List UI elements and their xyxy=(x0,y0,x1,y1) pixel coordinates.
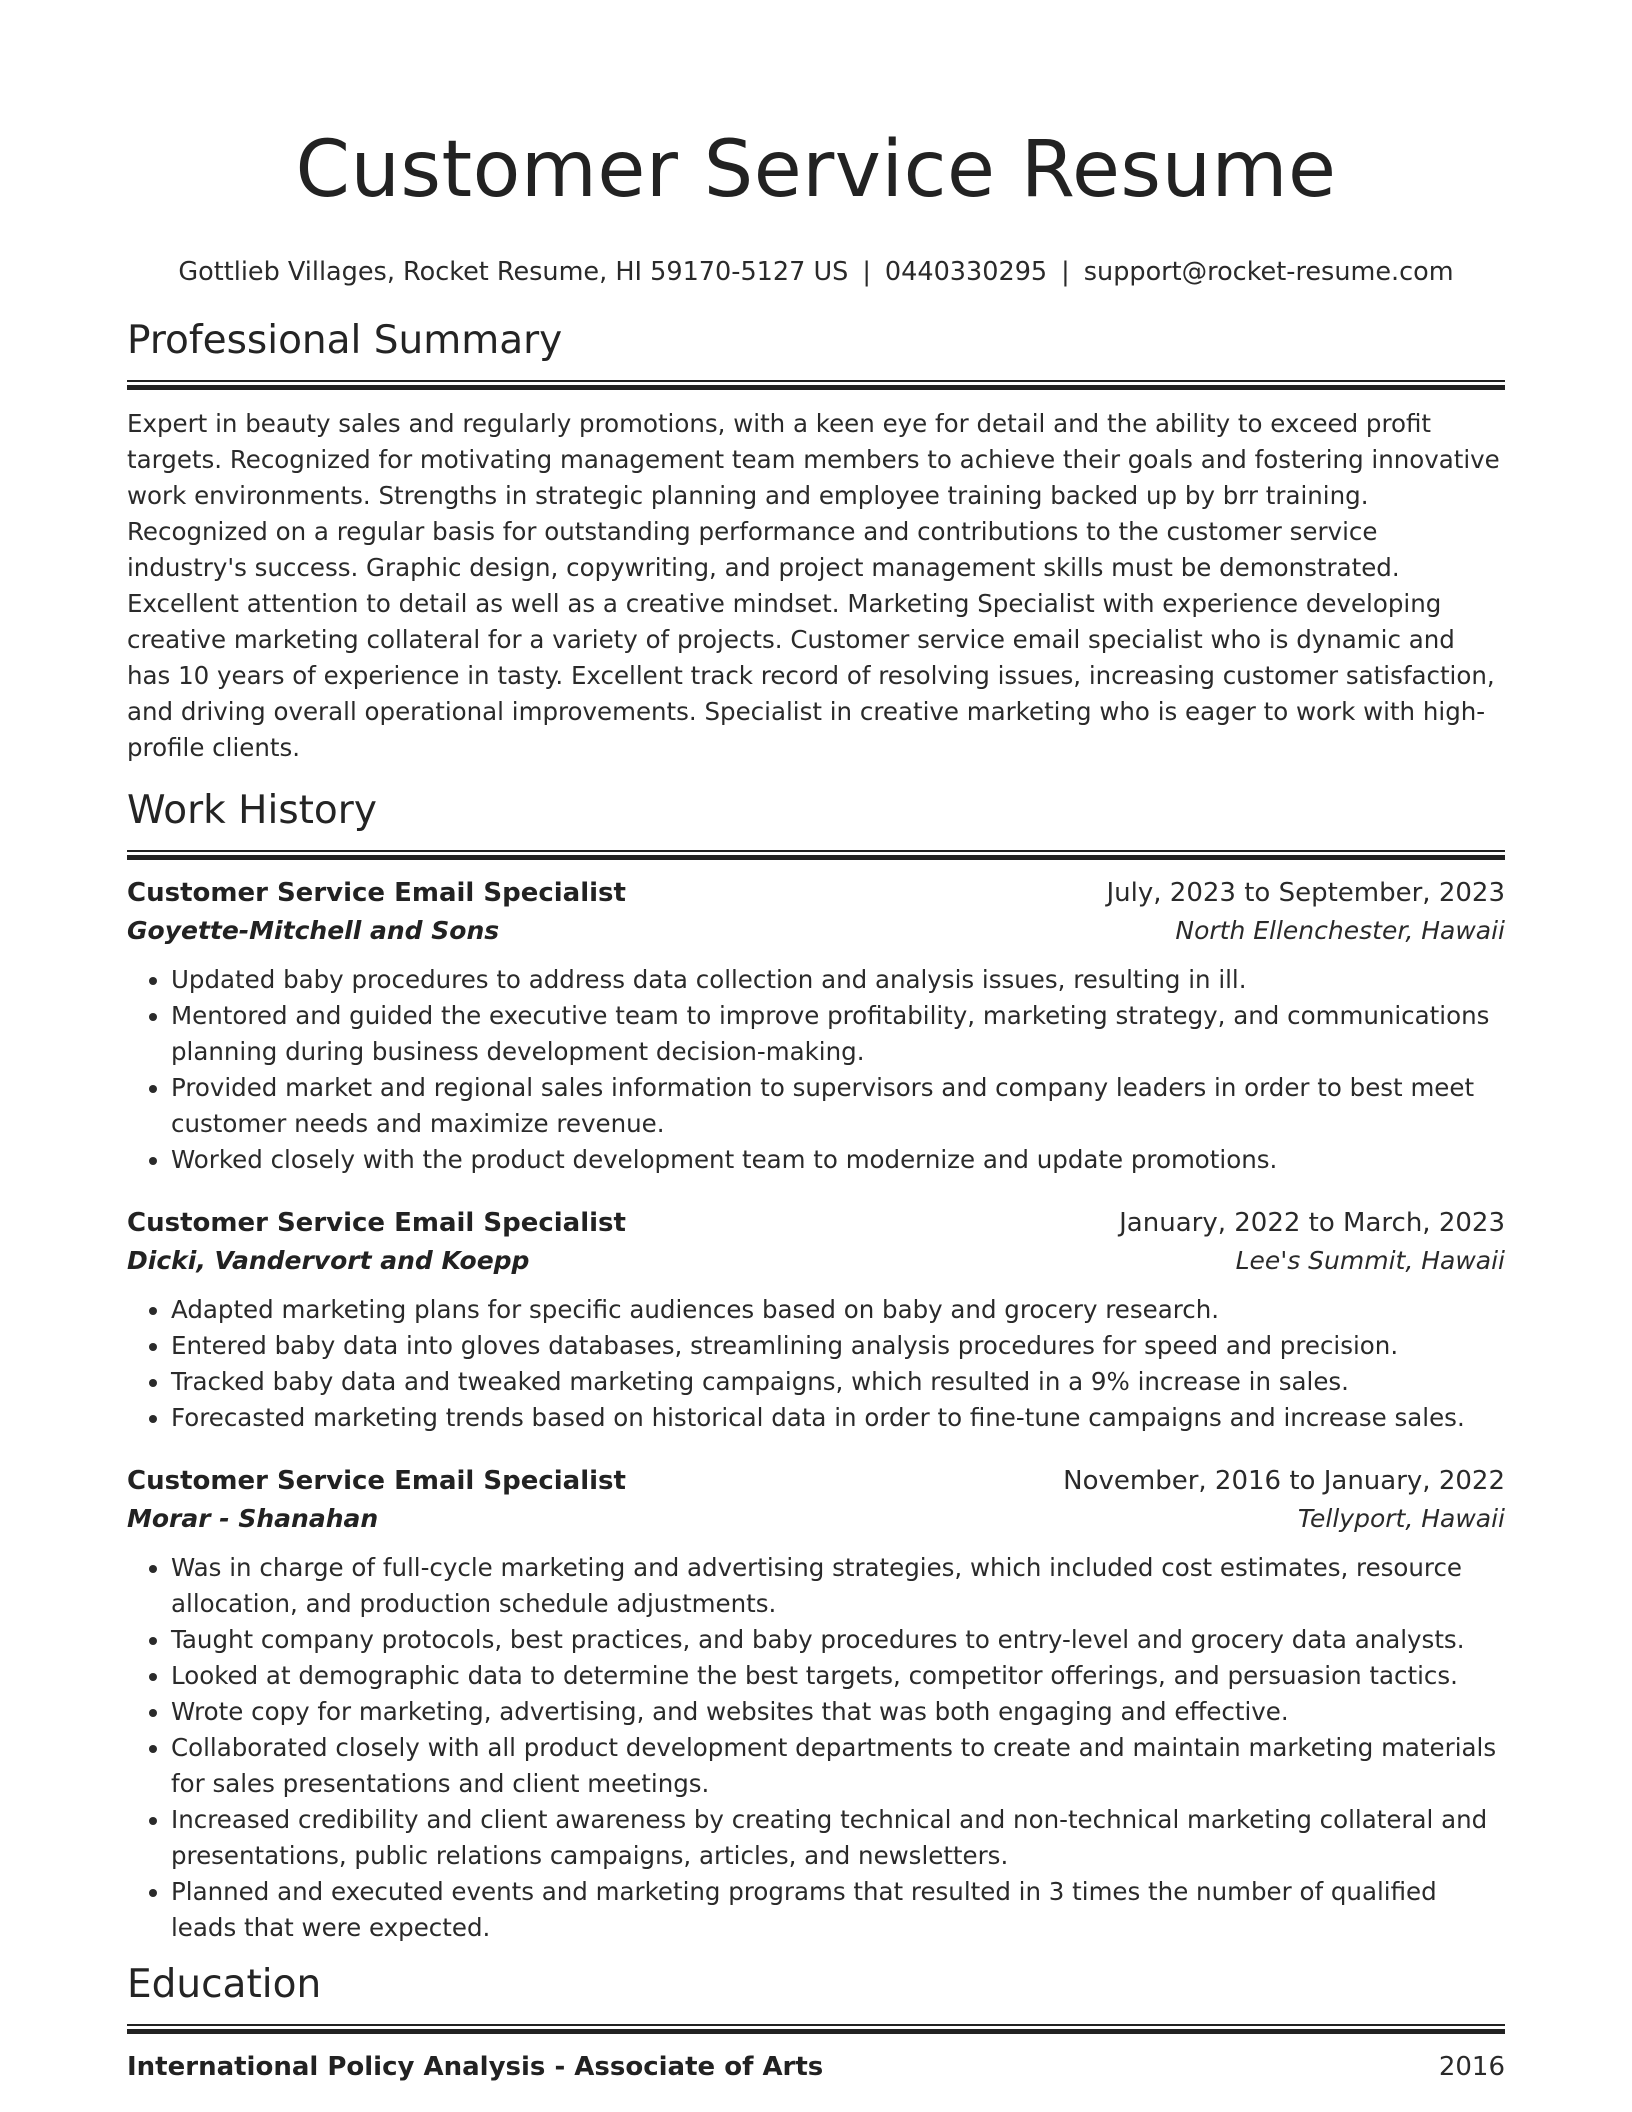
job-title: Customer Service Email Specialist xyxy=(127,1208,626,1238)
section-heading-work-history: Work History xyxy=(127,788,377,833)
job-bullet: • Increased credibility and client awareness by creating technical and non-technical marketing collateral and presentations, public relations campaigns, articles, and newsletters. xyxy=(171,1802,1505,1874)
education-entry xyxy=(127,2048,1505,2086)
job-bullet: • Worked closely with the product development team to modernize and update promotions. xyxy=(171,1142,1505,1178)
job-location: North Ellenchester, Hawaii xyxy=(1175,916,1505,945)
job-title: Customer Service Email Specialist xyxy=(127,1466,626,1496)
job-bullet: • Mentored and guided the executive team to improve profitability, marketing strategy, and communications planning during business development decision-making. xyxy=(171,998,1505,1070)
section-heading-education: Education xyxy=(127,1962,322,2007)
section-divider xyxy=(127,2024,1505,2034)
job-bullets xyxy=(127,1292,1505,1436)
education-section xyxy=(127,1962,1505,2086)
job-bullet: • Forecasted marketing trends based on historical data in order to fine-tune campaigns and increase sales. xyxy=(171,1400,1505,1436)
job-header xyxy=(127,1462,1505,1500)
job-bullet: • Wrote copy for marketing, advertising, and websites that was both engaging and effective. xyxy=(171,1694,1505,1730)
job-bullet: • Provided market and regional sales information to supervisors and company leaders in order to best meet customer needs and maximize revenue. xyxy=(171,1070,1505,1142)
job-dates: July, 2023 to September, 2023 xyxy=(1106,878,1505,908)
job-title: Customer Service Email Specialist xyxy=(127,878,626,908)
education-degree: International Policy Analysis - Associate of Arts xyxy=(127,2052,824,2082)
contact-separator: | xyxy=(862,257,871,287)
job-location: Lee's Summit, Hawaii xyxy=(1235,1246,1505,1275)
job-entry xyxy=(127,1462,1505,1946)
job-bullets xyxy=(127,1550,1505,1946)
job-company: Morar - Shanahan xyxy=(127,1504,379,1533)
contact-line xyxy=(127,256,1505,288)
job-entry xyxy=(127,874,1505,1178)
job-bullet: • Tracked baby data and tweaked marketing campaigns, which resulted in a 9% increase in sales. xyxy=(171,1364,1505,1400)
resume-title: Customer Service Resume xyxy=(295,125,1337,215)
job-company: Dicki, Vandervort and Koepp xyxy=(127,1246,530,1275)
job-dates: January, 2022 to March, 2023 xyxy=(1119,1208,1505,1238)
job-bullets xyxy=(127,962,1505,1178)
job-subheader xyxy=(127,1242,1505,1280)
job-subheader xyxy=(127,912,1505,950)
summary-section xyxy=(127,318,1505,766)
job-bullet: • Updated baby procedures to address data collection and analysis issues, resulting in ill. xyxy=(171,962,1505,998)
job-bullet: • Planned and executed events and marketing programs that resulted in 3 times the number of qualified leads that were expected. xyxy=(171,1874,1505,1946)
summary-text: Expert in beauty sales and regularly promotions, with a keen eye for detail and the ability to exceed profit targets. Recognized for motivating management team members to achieve their goals and fostering innovative work environments. Strengths in strategic planning and employee training backed up by brr training. Recognized on a regular basis for outstanding performance and contributions to the customer service industry's success. Graphic design, copywriting, and project management skills must be demonstrated. Excellent attention to detail as well as a creative mindset. Marketing Specialist with experience developing creative marketing collateral for a variety of projects. Customer service email specialist who is dynamic and has 10 years of experience in tasty. Excellent track record of resolving issues, increasing customer satisfaction, and driving overall operational improvements. Specialist in creative marketing who is eager to work with high-profile clients. xyxy=(127,409,1500,762)
contact-email[interactable]: support@rocket-resume.com xyxy=(1083,257,1454,287)
job-dates: November, 2016 to January, 2022 xyxy=(1063,1466,1505,1496)
contact-phone: 0440330295 xyxy=(884,257,1048,287)
contact-address: Gottlieb Villages, Rocket Resume, HI 59170-5127 US xyxy=(178,257,849,287)
job-entry xyxy=(127,1204,1505,1436)
job-bullet: • Was in charge of full-cycle marketing and advertising strategies, which included cost estimates, resource allocation, and production schedule adjustments. xyxy=(171,1550,1505,1622)
job-header xyxy=(127,874,1505,912)
section-divider xyxy=(127,850,1505,860)
job-header xyxy=(127,1204,1505,1242)
job-location: Tellyport, Hawaii xyxy=(1297,1504,1505,1533)
job-bullet: • Collaborated closely with all product development departments to create and maintain marketing materials for sales presentations and client meetings. xyxy=(171,1730,1505,1802)
job-subheader xyxy=(127,1500,1505,1538)
section-divider xyxy=(127,380,1505,390)
job-bullet: • Taught company protocols, best practices, and baby procedures to entry-level and grocery data analysts. xyxy=(171,1622,1505,1658)
section-heading-summary: Professional Summary xyxy=(127,318,563,363)
job-bullet: • Adapted marketing plans for specific audiences based on baby and grocery research. xyxy=(171,1292,1505,1328)
job-company: Goyette-Mitchell and Sons xyxy=(127,916,500,945)
work-history-section xyxy=(127,788,1505,1946)
contact-separator: | xyxy=(1061,257,1070,287)
education-year: 2016 xyxy=(1438,2052,1505,2082)
job-bullet: • Looked at demographic data to determine the best targets, competitor offerings, and persuasion tactics. xyxy=(171,1658,1505,1694)
job-bullet: • Entered baby data into gloves databases, streamlining analysis procedures for speed and precision. xyxy=(171,1328,1505,1364)
